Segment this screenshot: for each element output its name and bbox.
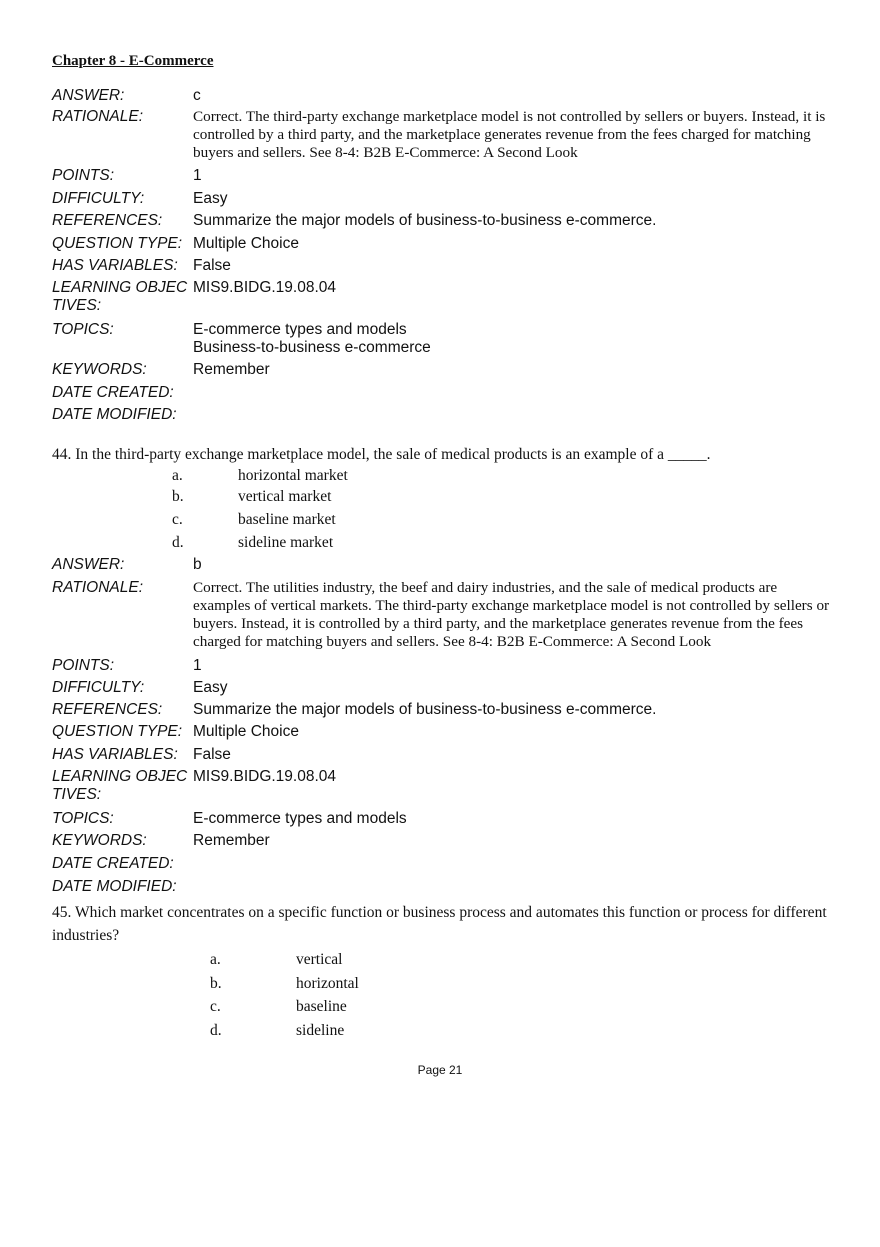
choice-text: sideline [296, 1022, 345, 1039]
learning-objectives-label: LEARNING OBJECTIVES: [52, 279, 188, 314]
date-created-label: DATE CREATED: [52, 384, 174, 401]
question-type-label: QUESTION TYPE: [52, 723, 183, 740]
choice-letter: a. [210, 951, 221, 968]
difficulty-label: DIFFICULTY: [52, 679, 145, 696]
answer-value: c [193, 87, 201, 104]
choice-text: horizontal [296, 975, 359, 992]
references-label: REFERENCES: [52, 212, 163, 229]
date-modified-label: DATE MODIFIED: [52, 406, 177, 423]
choice-letter: c. [210, 998, 221, 1015]
keywords-label: KEYWORDS: [52, 361, 147, 378]
date-modified-row [52, 878, 842, 896]
learning-objectives-row [52, 768, 842, 804]
choice-letter: d. [172, 534, 184, 551]
topics-row [52, 810, 842, 828]
date-created-label: DATE CREATED: [52, 855, 174, 872]
difficulty-value: Easy [193, 190, 228, 207]
topic-item: E-commerce types and models [193, 321, 407, 338]
question-44-text: 44. In the third-party exchange marketplace model, the sale of medical products is an example of a _____. [52, 446, 711, 463]
choice-text: baseline market [238, 511, 336, 528]
chapter-heading: Chapter 8 - E-Commerce [52, 53, 214, 69]
points-label: POINTS: [52, 657, 115, 674]
question-type-value: Multiple Choice [193, 723, 299, 740]
has-variables-label: HAS VARIABLES: [52, 746, 178, 763]
choice-letter: c. [172, 511, 183, 528]
difficulty-row [52, 679, 842, 697]
keywords-value: Remember [193, 832, 270, 849]
points-label: POINTS: [52, 167, 115, 184]
question-type-row [52, 723, 842, 741]
has-variables-value: False [193, 746, 231, 763]
has-variables-value: False [193, 257, 231, 274]
difficulty-label: DIFFICULTY: [52, 190, 145, 207]
points-row [52, 657, 842, 675]
keywords-value: Remember [193, 361, 270, 378]
choice-text: vertical [296, 951, 343, 968]
keywords-row [52, 832, 842, 850]
answer-row [52, 87, 842, 105]
keywords-row [52, 361, 842, 379]
topics-value [193, 321, 843, 357]
answer-row [52, 556, 842, 574]
question-type-label: QUESTION TYPE: [52, 235, 183, 252]
page-number: Page 21 [417, 1063, 463, 1077]
points-value: 1 [193, 167, 202, 184]
learning-objectives-label: LEARNING OBJECTIVES: [52, 768, 188, 803]
rationale-text: Correct. The third-party exchange marketplace model is not controlled by sellers or buyers. Instead, it is controlled by a third party, and the marketplace generates revenue from the fees charged for matching buyers and sellers. See 8-4: B2B E-Commerce: A Second Look [193, 108, 826, 161]
rationale-label: RATIONALE: [52, 108, 144, 125]
choice-letter: b. [210, 975, 222, 992]
topics-label: TOPICS: [52, 321, 114, 338]
points-row [52, 167, 842, 185]
topics-label: TOPICS: [52, 810, 114, 827]
choice-letter: d. [210, 1022, 222, 1039]
has-variables-row [52, 257, 842, 275]
topic-item: Business-to-business e-commerce [193, 339, 431, 356]
choice-text: sideline market [238, 534, 334, 551]
question-type-row [52, 235, 842, 253]
rationale-row [52, 108, 842, 164]
question-type-value: Multiple Choice [193, 235, 299, 252]
has-variables-label: HAS VARIABLES: [52, 257, 178, 274]
points-value: 1 [193, 657, 202, 674]
rationale-row [52, 579, 842, 653]
has-variables-row [52, 746, 842, 764]
topics-value [193, 810, 843, 828]
difficulty-row [52, 190, 842, 208]
learning-objectives-value: MIS9.BIDG.19.08.04 [193, 768, 337, 785]
choice-text: baseline [296, 998, 347, 1015]
answer-label: ANSWER: [52, 87, 125, 104]
references-row [52, 701, 842, 719]
choice-letter: a. [172, 467, 183, 484]
references-value: Summarize the major models of business-to-business e-commerce. [193, 212, 657, 229]
learning-objectives-value: MIS9.BIDG.19.08.04 [193, 279, 337, 296]
references-value: Summarize the major models of business-to-business e-commerce. [193, 701, 657, 718]
answer-value: b [193, 556, 202, 573]
date-created-row [52, 855, 842, 873]
choice-text: vertical market [238, 488, 332, 505]
answer-label: ANSWER: [52, 556, 125, 573]
date-modified-row [52, 406, 842, 424]
references-row [52, 212, 842, 230]
topic-item: E-commerce types and models [193, 810, 407, 827]
learning-objectives-row [52, 279, 842, 315]
question-45-text: 45. Which market concentrates on a specific function or business process and automates this function or process for different industries? [52, 904, 827, 944]
rationale-text: Correct. The utilities industry, the beef and dairy industries, and the sale of medical products are examples of vertical markets. The third-party exchange marketplace model is not controlled by sellers or buyers. Instead, it is controlled by a third party, and the marketplace generates revenue from the fees charged for matching buyers and sellers. See 8-4: B2B E-Commerce: A Second Look [193, 579, 830, 650]
date-modified-label: DATE MODIFIED: [52, 878, 177, 895]
choice-letter: b. [172, 488, 184, 505]
references-label: REFERENCES: [52, 701, 163, 718]
choice-text: horizontal market [238, 467, 348, 484]
keywords-label: KEYWORDS: [52, 832, 147, 849]
topics-row [52, 321, 842, 357]
date-created-row [52, 384, 842, 402]
difficulty-value: Easy [193, 679, 228, 696]
rationale-label: RATIONALE: [52, 579, 144, 596]
